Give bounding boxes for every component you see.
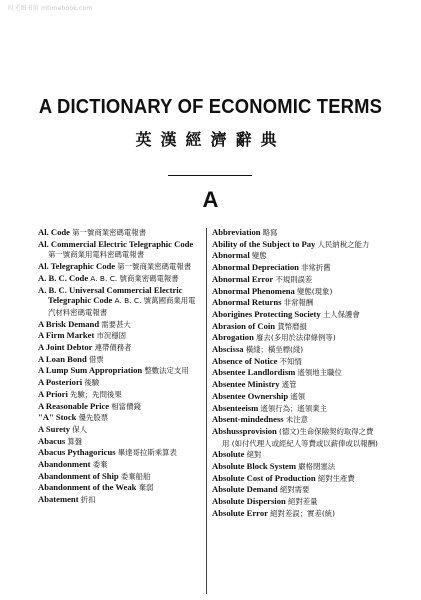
entry-gloss: 折扣 (80, 495, 96, 505)
entry-term: Absolute (212, 449, 245, 460)
entry-gloss: 貨幣磨損 (277, 321, 307, 331)
entry-gloss: 畢達哥拉斯乘算表 (117, 448, 177, 458)
entry-gloss: 遙管 (281, 380, 297, 390)
dictionary-entry (212, 286, 380, 298)
dictionary-entry (212, 403, 380, 415)
entry-gloss: A. B. C. 號萬國商業用電汽材料密碼電報書 (48, 296, 196, 317)
entry-gloss: 優先股票 (78, 413, 109, 423)
entry-gloss: 遙領行為；遙領業主 (260, 403, 327, 413)
entry-gloss: 第一號商業用電料密碼電報書 (48, 250, 145, 260)
entry-gloss: 不規則誤差 (275, 274, 313, 284)
entry-gloss: 非常折舊 (301, 263, 331, 273)
entry-gloss: 連帶債務者 (94, 343, 132, 353)
page-title: A DICTIONARY OF ECONOMIC TERMS (38, 96, 383, 118)
dictionary-entry (38, 285, 202, 319)
entry-term: Abnormal Error (212, 273, 274, 284)
entry-term: Al. Telegraphic Code (38, 261, 116, 272)
entry-term: Abnormal Returns (212, 297, 282, 308)
dictionary-entry (38, 354, 202, 366)
dictionary-entry (212, 391, 380, 403)
dictionary-entry (38, 319, 202, 331)
entry-gloss: 絕對差量 (287, 497, 318, 507)
entry-term: Abandonment of Ship (38, 470, 119, 481)
dictionary-entry (38, 436, 202, 448)
entry-term: A Lump Sum Appropriation (38, 365, 143, 376)
dictionary-entry (212, 250, 380, 262)
entry-gloss: 變態(現象) (297, 286, 333, 296)
entry-gloss: 整數法定支用 (144, 366, 189, 376)
entry-gloss: 第一號商業密碼電報書 (72, 228, 147, 237)
entry-gloss: 委棄 (92, 460, 108, 470)
entry-gloss: 算盤 (67, 436, 83, 446)
entry-gloss: 先驗；先問後果 (70, 389, 122, 399)
left-column (38, 227, 202, 506)
dictionary-entry (212, 473, 380, 485)
entry-gloss: 絕對生產費 (317, 473, 355, 483)
entry-term: Abacus (38, 435, 66, 446)
entry-gloss: 後驗 (84, 378, 100, 388)
dictionary-entry (212, 321, 380, 333)
dictionary-entry (38, 471, 202, 483)
entry-term: Abandonment of the Weak (38, 482, 137, 493)
title-rule (168, 175, 252, 176)
dictionary-entry (38, 273, 202, 285)
entry-gloss: 借票 (88, 354, 104, 364)
dictionary-entry (38, 239, 202, 261)
dictionary-entry (38, 459, 202, 471)
entry-gloss: 市況穩固 (96, 331, 127, 341)
dictionary-entry (38, 424, 202, 436)
entry-term: Abshussprovision (212, 425, 277, 436)
entry-gloss: 絕對需要 (279, 485, 310, 495)
entry-term: Al. Commercial Electric Telegraphic Code (38, 238, 194, 249)
entry-term: Absolute Demand (212, 484, 278, 495)
entry-gloss: 廢去(多用於法律條例等) (256, 333, 336, 343)
entry-gloss: 遙領 (290, 391, 306, 401)
entry-term: Absentee Ministry (212, 379, 280, 390)
entry-term: Abandonment (38, 459, 91, 470)
entry-term: Absolute Block System (212, 461, 297, 472)
entry-term: Absentee Ownership (212, 390, 289, 401)
entry-gloss: 委棄船舶 (120, 471, 151, 481)
dictionary-entry (38, 389, 202, 401)
entry-gloss: 絕對 (246, 450, 262, 460)
entry-gloss: 人民納稅之能力 (317, 239, 370, 249)
entry-gloss: 需要甚大 (101, 319, 131, 329)
watermark: 时光图书馆 mtimebook.com (8, 5, 93, 12)
entry-term: Abnormal (212, 250, 250, 261)
entry-gloss: 嚴格閉塞法 (298, 462, 336, 472)
dictionary-entry (212, 367, 380, 379)
entry-gloss: (德文)生命保險契約取得之費用 (如付代理人或經紀人等費或以薪俸或以報酬) (222, 426, 378, 448)
entry-term: A Joint Debtor (38, 342, 93, 353)
dictionary-entry (212, 239, 380, 251)
dictionary-entry (212, 344, 380, 356)
entry-gloss: 保人 (72, 424, 88, 434)
entry-term: "A" Stock (38, 412, 77, 423)
dictionary-entry (212, 414, 380, 426)
right-column (212, 227, 380, 520)
dictionary-entry (38, 412, 202, 424)
entry-term: A Posteriori (38, 377, 83, 388)
dictionary-entry (212, 461, 380, 473)
entry-term: Absentee Landlordism (212, 367, 296, 378)
dictionary-entry (212, 332, 380, 344)
entry-term: Absolute Dispersion (212, 496, 286, 507)
dictionary-entry (212, 508, 380, 520)
dictionary-entry (212, 496, 380, 508)
entry-gloss: 不知情 (279, 356, 302, 366)
entry-term: A Loan Bond (38, 353, 87, 364)
dictionary-entry (212, 274, 380, 286)
entry-term: Absenteeism (212, 402, 259, 413)
entry-term: Abrasion of Coin (212, 320, 276, 331)
entry-gloss: A. B. C. 號商業密碼電報書 (90, 273, 179, 283)
dictionary-entry (38, 365, 202, 377)
entry-gloss: 變態 (251, 251, 267, 261)
dictionary-entry (212, 379, 380, 391)
entry-term: Abatement (38, 494, 79, 505)
entry-term: Ability of the Subject to Pay (212, 238, 316, 249)
entry-term: Aborigines Protecting Society (212, 308, 321, 319)
entry-gloss: 橫綫；橫坐標(綫) (245, 345, 304, 355)
dictionary-entry (212, 449, 380, 461)
dictionary-entry (38, 377, 202, 389)
dictionary-entry (38, 342, 202, 354)
entry-term: Absolute Error (212, 507, 268, 518)
entry-term: Abacus Pythagoricus (38, 447, 116, 458)
entry-term: Abbreviation (212, 227, 261, 237)
dictionary-entry (38, 447, 202, 459)
entry-term: A Firm Market (38, 330, 95, 341)
dictionary-entry (212, 356, 380, 368)
entry-term: A. B. C. Universal Commercial Electric Telegraphic Code (38, 284, 183, 306)
entry-term: A Reasonable Price (38, 400, 110, 411)
entry-gloss: 第一號商業密碼電報書 (117, 262, 192, 272)
column-divider (206, 228, 207, 594)
entry-term: A Surety (38, 423, 71, 434)
entry-term: Al. Code (38, 227, 70, 237)
entry-term: A Brisk Demand (38, 318, 100, 329)
entry-gloss: 非常報酬 (283, 298, 314, 308)
dictionary-entry (38, 227, 202, 239)
dictionary-entry (212, 262, 380, 274)
dictionary-entry (38, 261, 202, 273)
entry-term: Abnormal Depreciation (212, 262, 299, 273)
dictionary-entry (38, 401, 202, 413)
entry-term: Absent-mindedness (212, 414, 284, 425)
section-letter: A (202, 187, 219, 212)
entry-gloss: 遙領地主職位 (297, 368, 342, 378)
entry-gloss: 相當價錢 (111, 401, 141, 411)
entry-gloss: 略寫 (262, 228, 278, 237)
dictionary-entry (38, 330, 202, 342)
entry-term: Abnormal Phenomena (212, 285, 295, 296)
dictionary-entry (212, 426, 380, 449)
entry-term: Abrogation (212, 332, 254, 343)
entry-gloss: 棄弱 (138, 483, 154, 493)
entry-gloss: 未注意 (285, 415, 308, 425)
page-subtitle: 英漢經濟辭典 (135, 130, 286, 149)
entry-term: A. B. C. Code (38, 272, 89, 283)
dictionary-entry (212, 227, 380, 239)
dictionary-entry (212, 484, 380, 496)
dictionary-entry (38, 494, 202, 506)
entry-gloss: 絕對差誤；實差(統) (270, 508, 335, 518)
entry-term: Abscissa (212, 344, 244, 355)
dictionary-entry (212, 297, 380, 309)
entry-gloss: 土人保護會 (322, 309, 360, 319)
entry-term: Absence of Notice (212, 355, 278, 366)
entry-term: A Priori (38, 388, 68, 399)
dictionary-entry (38, 482, 202, 494)
entry-term: Absolute Cost of Production (212, 472, 316, 483)
dictionary-entry (212, 309, 380, 321)
